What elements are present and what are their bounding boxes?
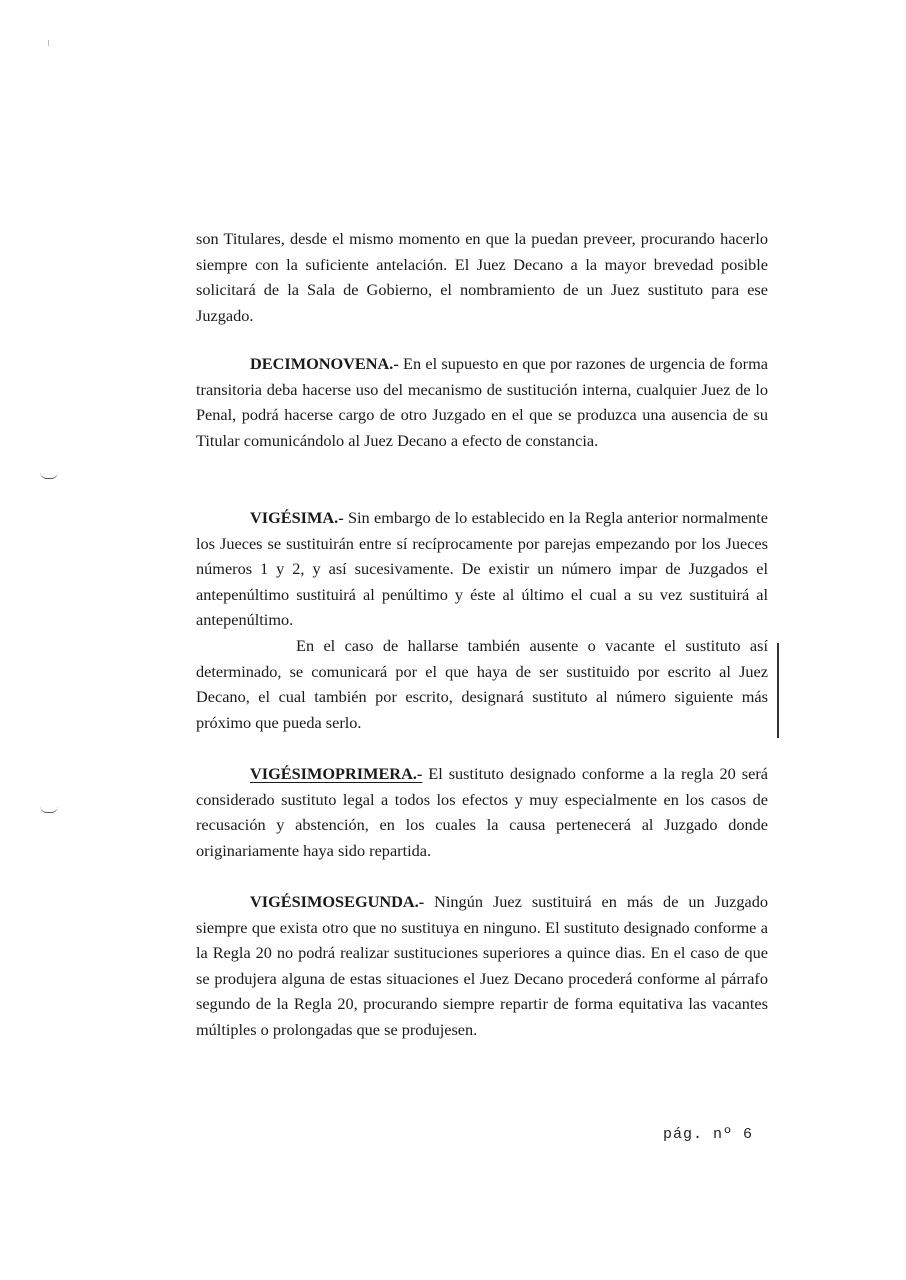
rule-20-body: Sin embargo de lo establecido en la Regla anterior normalmente los Jueces se sustituirán entre sí recíprocamente por parejas empezando por los Jueces números 1 y 2, y así sucesivamente. De existir un número impar de Juzgados el antepenúltimo sustituirá al penúltimo y éste al último el cual a su vez sustituirá al antepenúltimo. bbox=[196, 508, 768, 629]
rule-22-heading: VIGÉSIMOSEGUNDA.- bbox=[250, 892, 425, 911]
rule-21-body: El sustituto designado conforme a la regla 20 será considerado sustituto legal a todos los efectos y muy especialmente en los casos de recusación y abstención, en los cuales la causa pertenecerá al Juzgado donde originariamente haya sido repartida. bbox=[196, 764, 768, 860]
rule-20-second-paragraph: En el caso de hallarse también ausente o vacante el sustituto así determinado, se comunicará por el que haya de ser sustituido por escrito al Juez Decano, el cual también por escrito, designará sustituto al número siguiente más próximo que pueda serlo. bbox=[196, 636, 768, 732]
rule-21-heading: VIGÉSIMOPRIMERA.- bbox=[250, 764, 423, 783]
scan-mark bbox=[40, 806, 58, 813]
margin-annotation-line bbox=[777, 643, 779, 738]
continuation-paragraph: son Titulares, desde el mismo momento en que la puedan preveer, procurando hacerlo siempre con la suficiente antelación. El Juez Decano a la mayor brevedad posible solicitará de la Sala de Gobierno, el nombramiento de un Juez sustituto para ese Juzgado. bbox=[196, 229, 768, 325]
scan-mark bbox=[40, 472, 58, 479]
rule-19-paragraph bbox=[196, 351, 768, 453]
rule-20-heading: VIGÉSIMA.- bbox=[250, 508, 344, 527]
scan-speck bbox=[48, 40, 49, 46]
rule-20-paragraph bbox=[196, 505, 768, 633]
rule-19-heading: DECIMONOVENA.- bbox=[250, 354, 399, 373]
rule-19-body: En el supuesto en que por razones de urgencia de forma transitoria deba hacerse uso del mecanismo de sustitución interna, cualquier Juez de lo Penal, podrá hacerse cargo de otro Juzgado en el que se produzca una ausencia de su Titular comunicándolo al Juez Decano a efecto de constancia. bbox=[196, 354, 768, 450]
rule-22-paragraph bbox=[196, 889, 768, 1042]
page-number: pág. nº 6 bbox=[663, 1126, 754, 1143]
rule-22-body: Ningún Juez sustituirá en más de un Juzgado siempre que exista otro que no sustituya en ninguno. El sustituto designado conforme a la Regla 20 no podrá realizar sustituciones superiores a quince dias. En el caso de que se produjera alguna de estas situaciones el Juez Decano procederá conforme al párrafo segundo de la Regla 20, procurando siempre repartir de forma equitativa las vacantes múltiples o prolongadas que se produjesen. bbox=[196, 892, 768, 1039]
rule-21-paragraph bbox=[196, 761, 768, 863]
